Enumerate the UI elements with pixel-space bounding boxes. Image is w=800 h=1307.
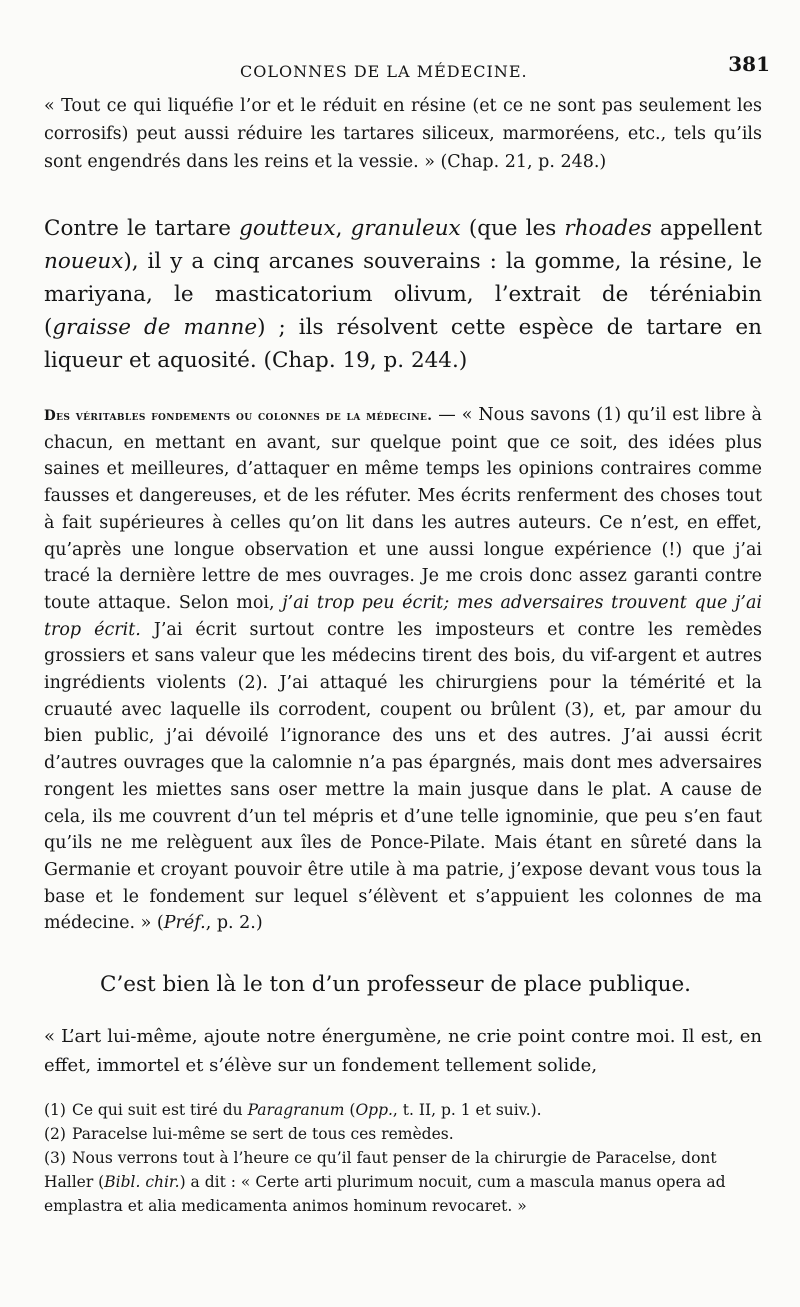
text-run: ) a dit : « Certe arti plurimum nocuit, cum a mascula manus opera ad emplastra et alia medicamenta animos hominum revocaret. » — [44, 1173, 726, 1215]
footnotes — [44, 1098, 762, 1218]
footnote-1 — [44, 1098, 762, 1122]
italic-run: j’ai trop peu écrit; mes adversaires trouvent que j’ai trop écrit. — [44, 592, 762, 640]
text-run: ( — [344, 1101, 356, 1119]
footnote-2 — [44, 1122, 762, 1146]
text-run: Ce qui suit est tiré du — [71, 1101, 248, 1119]
text-run: , — [335, 216, 351, 241]
italic-run: Paragranum — [247, 1101, 345, 1119]
text-run: , p. 2.) — [205, 913, 263, 934]
text-run: (que les — [460, 216, 565, 241]
commentary-line: C’est bien là le ton d’un professeur de place publique. — [100, 972, 691, 997]
text-run: , t. II, p. 1 et suiv.). — [392, 1101, 542, 1119]
footnote-number: (1) — [44, 1101, 66, 1119]
section-heading: Des véritables fondements ou colonnes de la médecine. — [44, 408, 433, 424]
text-run: Nous verrons tout à l’heure ce qu’il faut penser de la chirurgie de Paracelse, dont Haller ( — [44, 1149, 717, 1191]
footnote-number: (3) — [44, 1149, 66, 1167]
tartare-paragraph — [44, 212, 762, 377]
text-run: appellent — [651, 216, 762, 241]
text-run: Paracelse lui-même se sert de tous ces remèdes. — [71, 1125, 454, 1143]
italic-run: Opp. — [355, 1101, 393, 1119]
footnote-3 — [44, 1146, 762, 1218]
page-number: 381 — [728, 52, 770, 76]
text-run: J’ai écrit surtout contre les imposteurs et contre les remèdes grossiers et sans valeur que les médecins tirent des bois, du vif-argent et autres ingrédients violents (2). J’ai attaqué les chirurgiens pour la témérité et la cruauté avec laquelle ils corrodent, coupent ou brûlent (3), et, par amour du bien public, j’ai dévoilé l’ignorance des uns et des autres. J’ai aussi écrit d’autres ouvrages que la calomnie n’a pas épargnés, mais dont mes adversaires rongent les miettes sans oser mettre la main jusque dans le plat. A cause de cela, ils me couvrent d’un tel mépris et d’une telle ignominie, que peu s’en faut qu’ils ne me relèguent aux îles de Ponce-Pilate. Mais étant en sûreté dans la Germanie et croyant pouvoir être utile à ma patrie, j’expose devant vous tous la base et le fondement sur lequel s’élèvent et s’appuient les colonnes de ma médecine. » ( — [44, 619, 762, 934]
text-run: Contre le tartare — [44, 216, 240, 241]
italic-run: rhoades — [564, 216, 652, 241]
italic-run: graisse de manne — [52, 315, 258, 340]
running-title: COLONNES DE LA MÉDECINE. — [240, 62, 528, 81]
quote-paragraph: « Tout ce qui liquéfie l’or et le réduit en résine (et ce ne sont pas seulement les corrosifs) peut aussi réduire les tartares siliceux, marmoréens, etc., tels qu’ils sont engendrés dans les reins et la vessie. » (Chap. 21, p. 248.) — [44, 96, 762, 172]
page-header — [40, 52, 770, 82]
italic-run: goutteux — [239, 216, 336, 241]
italic-run: Préf. — [163, 913, 206, 934]
italic-run: Bibl. chir. — [104, 1173, 180, 1191]
text-run: ), il y a cinq arcanes souverains : la gomme, la résine, le mariyana, le masticatorium olivum, l’extrait de téréniabin ( — [44, 249, 762, 340]
italic-run: granuleux — [350, 216, 461, 241]
footnote-number: (2) — [44, 1125, 66, 1143]
italic-run: noueux — [44, 249, 124, 274]
text-run: — « Nous savons (1) qu’il est libre à chacun, en mettant en avant, sur quelque point que ce soit, des idées plus saines et meilleures, d’attaquer en même temps les opinions contraires comme fausses et dangereuses, et de les réfuter. Mes écrits renferment des choses tout à fait supérieures à celles qu’on lit dans les autres auteurs. Ce n’est, en effet, qu’après une longue observation et une aussi longue expérience (!) que j’ai tracé la dernière lettre de mes ouvrages. Je me crois donc assez garanti contre toute attaque. Selon moi, — [44, 405, 762, 613]
fondements-section — [44, 402, 762, 937]
closing-paragraph: « L’art lui-même, ajoute notre énergumène, ne crie point contre moi. Il est, en effet, immortel et s’élève sur un fondement tellement solide, — [44, 1026, 762, 1076]
text-run: ) ; ils résolvent cette espèce de tartare en liqueur et aquosité. (Chap. 19, p. 244.) — [44, 315, 762, 373]
